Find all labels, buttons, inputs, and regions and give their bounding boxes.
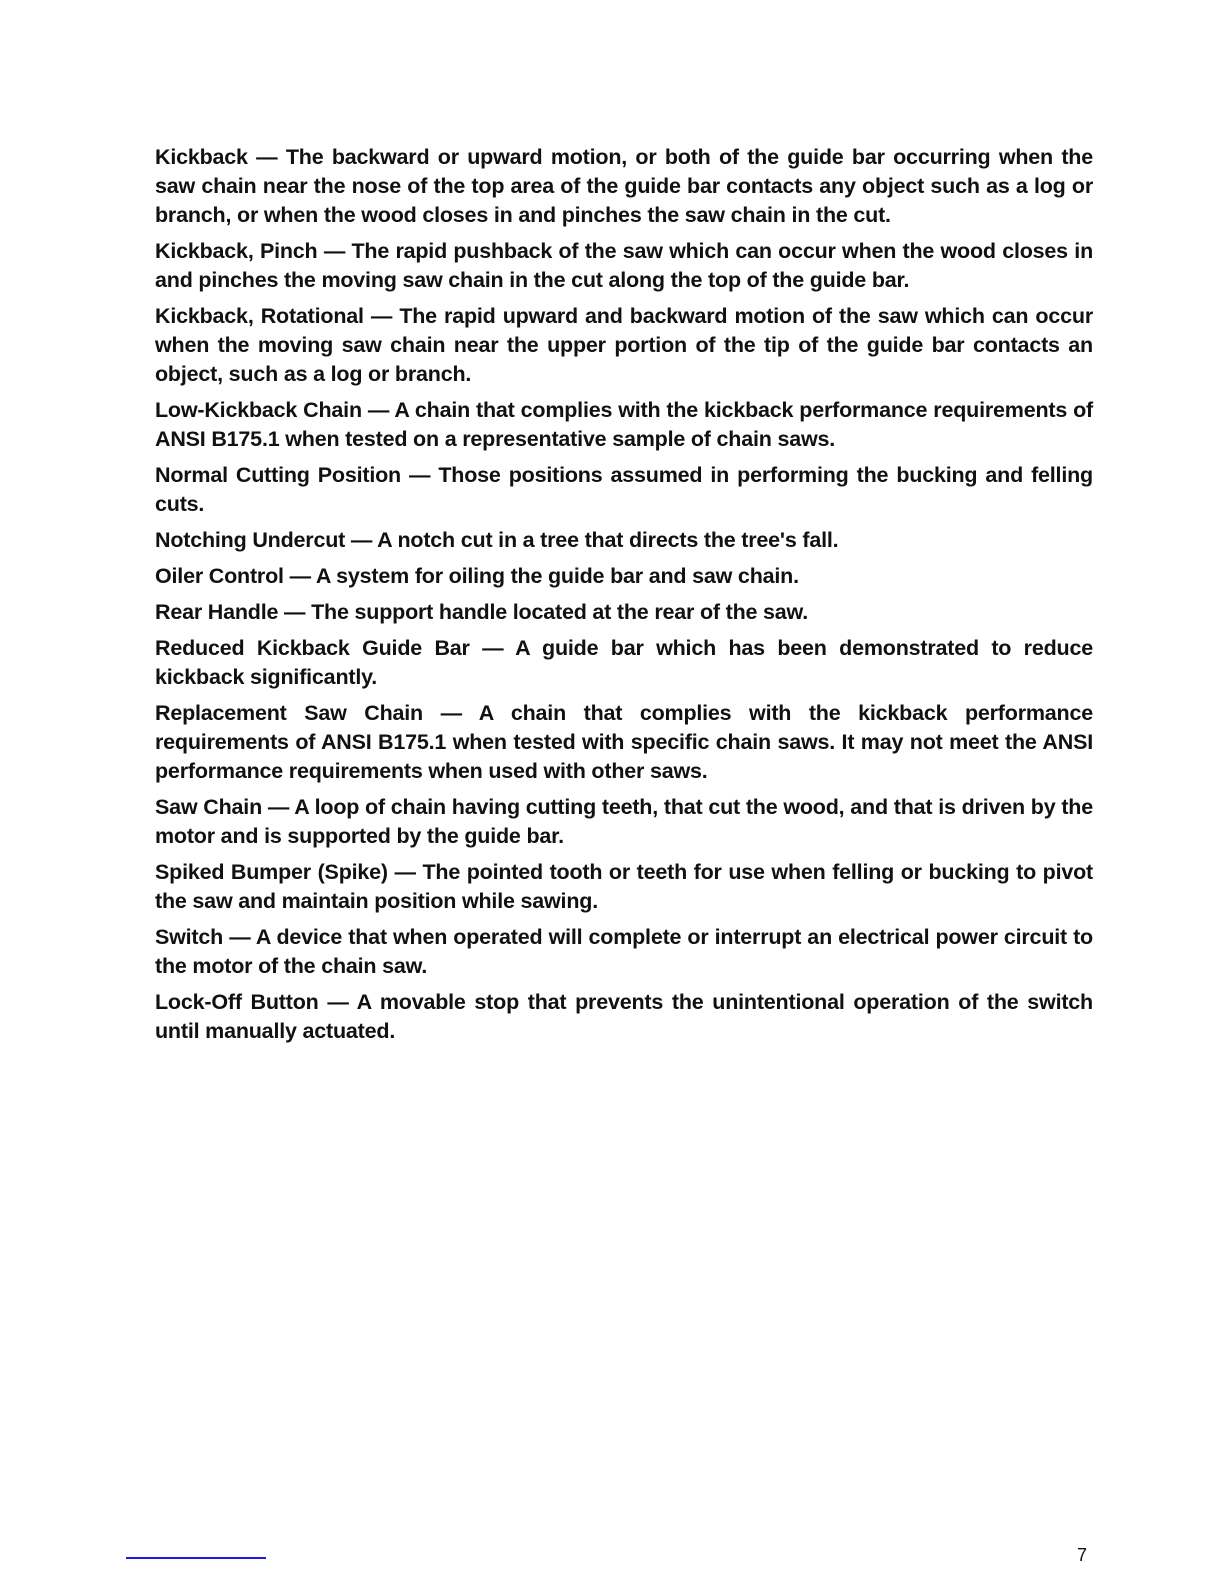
glossary-term: Saw Chain — <box>155 795 294 819</box>
glossary-entry <box>155 598 1093 627</box>
glossary-definition: A loop of chain having cutting teeth, that cut the wood, and that is driven by the motor and is supported by the guide bar. <box>155 795 1093 848</box>
glossary-term: Oiler Control — <box>155 564 316 588</box>
glossary-term: Kickback — <box>155 145 286 169</box>
glossary-entry <box>155 699 1093 786</box>
glossary-definition: A movable stop that prevents the unintentional operation of the switch until manually actuated. <box>155 990 1093 1043</box>
glossary-definition: A device that when operated will complete or interrupt an electrical power circuit to the motor of the chain saw. <box>155 925 1093 978</box>
glossary-entry <box>155 396 1093 454</box>
glossary-definition: A notch cut in a tree that directs the tree's fall. <box>377 528 839 552</box>
glossary-term: Reduced Kickback Guide Bar — <box>155 636 515 660</box>
glossary-term: Spiked Bumper (Spike) — <box>155 860 422 884</box>
glossary-entry <box>155 634 1093 692</box>
glossary-term: Replacement Saw Chain — <box>155 701 479 725</box>
glossary-definition: The pointed tooth or teeth for use when felling or bucking to pivot the saw and maintain position while sawing. <box>155 860 1093 913</box>
glossary-entry <box>155 923 1093 981</box>
glossary-entry <box>155 143 1093 230</box>
glossary-definition: The rapid pushback of the saw which can occur when the wood closes in and pinches the moving saw chain in the cut along the top of the guide bar. <box>155 239 1093 292</box>
glossary-definition: Those positions assumed in performing the bucking and felling cuts. <box>155 463 1093 516</box>
glossary-entry <box>155 237 1093 295</box>
page-number: 7 <box>1077 1545 1088 1565</box>
glossary-term: Lock-Off Button — <box>155 990 357 1014</box>
glossary-term: Switch — <box>155 925 256 949</box>
glossary-entry <box>155 526 1093 555</box>
glossary-definition: A chain that complies with the kickback performance requirements of ANSI B175.1 when tested on a representative sample of chain saws. <box>155 398 1093 451</box>
glossary-entry <box>155 793 1093 851</box>
glossary-definition: The backward or upward motion, or both of the guide bar occurring when the saw chain near the nose of the top area of the guide bar contacts any object such as a log or branch, or when the wood closes in and pinches the saw chain in the cut. <box>155 145 1093 227</box>
glossary-definition: The support handle located at the rear of the saw. <box>311 600 809 624</box>
glossary-entry <box>155 988 1093 1046</box>
glossary-definition: A system for oiling the guide bar and saw chain. <box>315 564 799 588</box>
glossary-definition: A chain that complies with the kickback performance requirements of ANSI B175.1 when tested with specific chain saws. It may not meet the ANSI performance requirements when used with other saws. <box>155 701 1093 783</box>
glossary-term: Kickback, Pinch — <box>155 239 351 263</box>
glossary-term: Normal Cutting Position — <box>155 463 438 487</box>
footer-rule <box>126 1557 266 1559</box>
glossary-entry <box>155 302 1093 389</box>
glossary-entry <box>155 858 1093 916</box>
glossary-definition: A guide bar which has been demonstrated to reduce kickback significantly. <box>155 636 1093 689</box>
glossary-term: Notching Undercut — <box>155 528 377 552</box>
glossary-term: Kickback, Rotational — <box>155 304 399 328</box>
glossary-entry <box>155 562 1093 591</box>
glossary <box>155 143 1093 1053</box>
glossary-definition: The rapid upward and backward motion of the saw which can occur when the moving saw chain near the upper portion of the tip of the guide bar contacts an object, such as a log or branch. <box>155 304 1093 386</box>
glossary-term: Rear Handle — <box>155 600 311 624</box>
glossary-entry <box>155 461 1093 519</box>
glossary-term: Low-Kickback Chain — <box>155 398 394 422</box>
